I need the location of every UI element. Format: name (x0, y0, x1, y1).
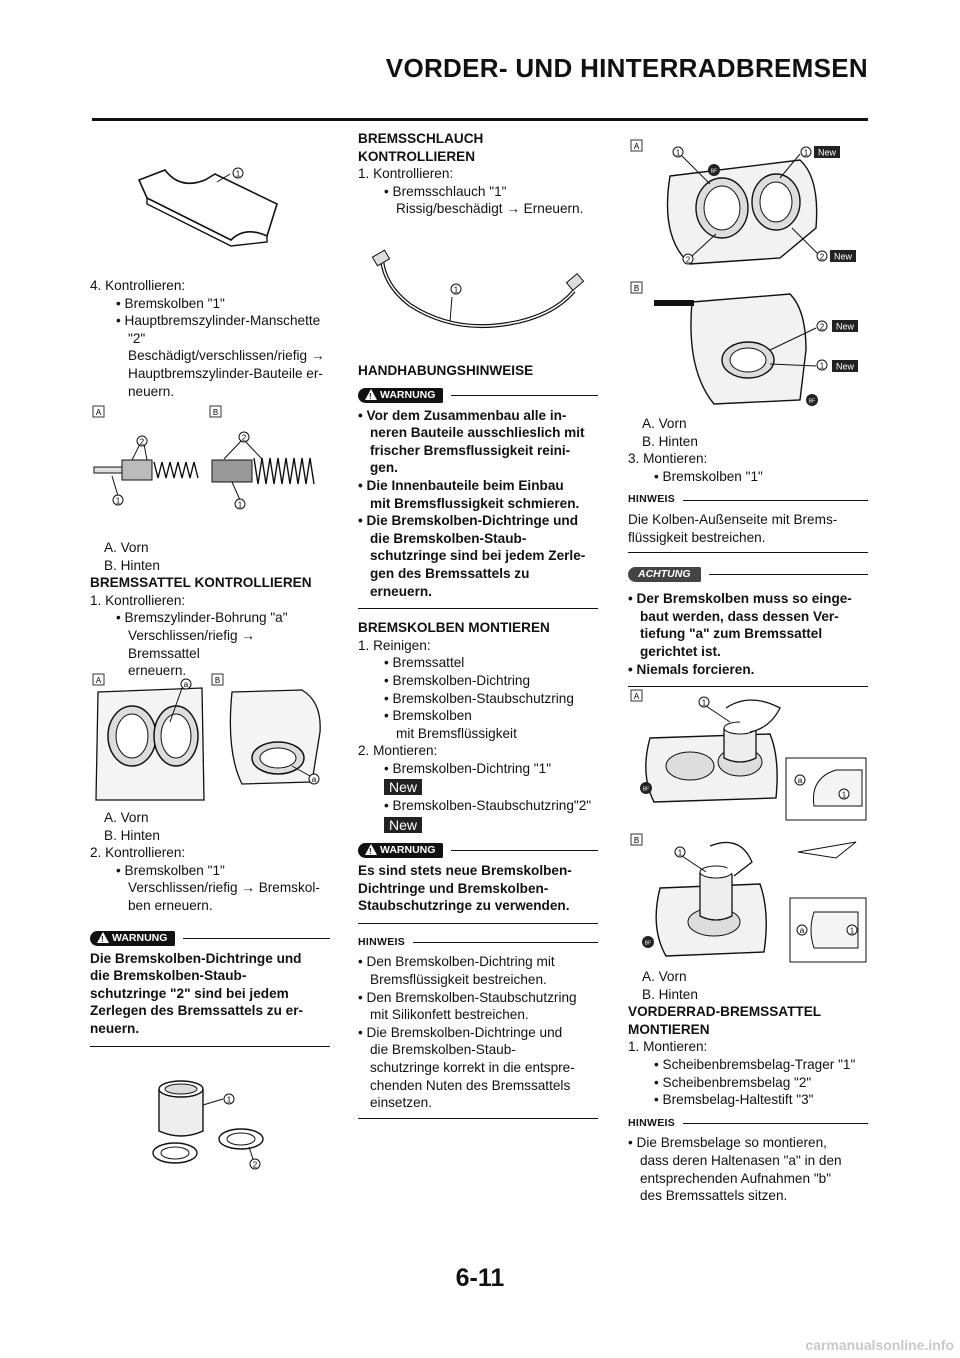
callout-1: 1 (849, 926, 855, 936)
note-text: chenden Nuten des Bremssattels (370, 1077, 571, 1093)
label-B: B (633, 284, 640, 293)
text-line: • Scheibenbremsbelag "2" (654, 1074, 812, 1090)
callout-1: 1 (841, 790, 847, 800)
new-part-badge: New (384, 779, 422, 795)
callout-1: 1 (819, 361, 825, 371)
section-heading: BREMSSATTEL KONTROLLIEREN (90, 575, 312, 591)
new-badge: New (833, 251, 853, 262)
text-line: 1. Kontrollieren: (90, 592, 186, 608)
warning-text: die Bremskolben-Staub- (90, 968, 247, 984)
label-B: B (214, 676, 221, 685)
caution-box (628, 567, 868, 687)
note-tag: HINWEIS (628, 1116, 676, 1129)
header-rule (92, 118, 868, 121)
page-title: VORDER- UND HINTERRADBREMSEN (385, 53, 868, 83)
note-text: mit Silikonfett bestreichen. (370, 1007, 529, 1023)
legend-line: B. Hinten (104, 557, 160, 573)
note-text: Die Kolben-Außenseite mit Brems- (628, 511, 838, 527)
new-badge: New (835, 361, 855, 372)
text-line: • Bremskolben-Staubschutzring (384, 690, 574, 706)
text-line: 2. Kontrollieren: (90, 845, 186, 861)
warning-text: die Bremskolben-Staub- (370, 530, 527, 546)
legend-line: B. Hinten (642, 433, 698, 449)
step-4: 4. Kontrollieren: (90, 278, 186, 293)
column-3-bottom (628, 968, 868, 1205)
callout-a: a (797, 776, 803, 785)
text-line: neuern. (128, 383, 175, 399)
caliper-bore-illustration (92, 672, 332, 802)
warning-tag: ! WARNUNG (90, 931, 175, 946)
caution-text: • Der Bremskolben muss so einge- (628, 591, 852, 607)
note-box (358, 934, 598, 1119)
label-A: A (95, 676, 102, 685)
warning-text: Die Bremskolben-Dichtringe und (90, 950, 302, 966)
text-line: 3. Montieren: (628, 451, 708, 467)
warning-text: Es sind stets neue Bremskolben- (358, 863, 572, 879)
callout-2: 2 (819, 322, 825, 332)
caution-text: tiefung "a" zum Bremssattel (640, 626, 823, 642)
callout-2: 2 (139, 437, 145, 447)
callout-1: 1 (701, 698, 707, 708)
callout-a: a (183, 680, 189, 689)
label-B: B (212, 408, 219, 417)
warning-text: Zerlegen des Bremssattels zu er- (90, 1003, 304, 1019)
label-A: A (633, 142, 640, 151)
master-cylinder-kit-illustration (92, 404, 332, 516)
tool-illustration (135, 160, 285, 250)
front-caliper-seals-illustration (630, 138, 870, 273)
note-text: • Den Bremskolben-Dichtring mit (358, 954, 555, 970)
callout-1: 1 (803, 148, 809, 158)
text-line: Beschädigt/verschlissen/riefig → (128, 348, 325, 364)
text-line: "2" (128, 330, 146, 346)
warning-text: gen. (370, 460, 398, 476)
note-box (628, 491, 868, 553)
text-line: 1. Montieren: (628, 1039, 708, 1055)
warning-text: mit Bremsflussigkeit schmieren. (370, 495, 580, 511)
text-line: 1. Reinigen: (358, 637, 431, 653)
warning-text: schutzringe "2" sind bei jedem (90, 985, 289, 1001)
note-text: die Bremskolben-Staub- (370, 1042, 516, 1058)
section-heading: BREMSSCHLAUCH (358, 131, 484, 146)
callout-1: 1 (235, 169, 241, 179)
text-line: • Hauptbremszylinder-Manschette (116, 313, 321, 329)
brake-hose-illustration (360, 245, 600, 345)
legend-line: B. Hinten (642, 986, 698, 1002)
caution-text: • Niemals forcieren. (628, 661, 755, 677)
note-text: entsprechenden Aufnahmen "b" (640, 1170, 832, 1186)
text-line: • Bremskolben-Dichtring "1" (384, 760, 552, 776)
warning-text: erneuern. (370, 583, 432, 599)
section-heading: VORDERRAD-BREMSSATTEL (628, 1004, 822, 1020)
column-1-mid (90, 539, 330, 680)
text-line: • Bremsbelag-Haltestift "3" (654, 1092, 814, 1108)
warning-text: • Die Bremskolben-Dichtringe und (358, 513, 579, 529)
note-text: Bremsflüssigkeit bestreichen. (370, 972, 547, 988)
column-1-lower (90, 809, 330, 1055)
caution-tag: ACHTUNG (628, 567, 701, 582)
warning-text: Dichtringe und Bremskolben- (358, 880, 549, 896)
text-line: mit Bremsflüssigkeit (396, 725, 517, 741)
text-line: 2. Montieren: (358, 743, 438, 759)
legend-line: A. Vorn (642, 416, 687, 431)
warning-box (358, 388, 598, 610)
text-line: • Bremskolben "1" (116, 295, 225, 311)
callout-2: 2 (685, 255, 691, 265)
label-A: A (633, 692, 640, 701)
text-line: 1. Kontrollieren: (358, 166, 454, 182)
text-line: Verschlissen/riefig → Bremssattel (128, 627, 255, 661)
callout-a: a (311, 775, 317, 784)
page-number: 6-11 (455, 1264, 505, 1292)
text-line: • Bremssattel (384, 655, 465, 671)
callout-2: 2 (819, 252, 825, 262)
text-line: ben erneuern. (128, 897, 213, 913)
section-heading: BREMSKOLBEN MONTIEREN (358, 620, 550, 636)
column-2-top (358, 130, 598, 218)
text-line: • Bremszylinder-Bohrung "a" (116, 610, 288, 626)
legend-line: A. Vorn (104, 540, 149, 555)
text-line: • Bremskolben "1" (654, 468, 763, 484)
callout-1: 1 (115, 496, 121, 506)
text-line: • Bremsschlauch "1" (384, 183, 507, 199)
text-line: erneuern. (128, 663, 187, 679)
legend-line: A. Vorn (104, 810, 149, 825)
note-tag: HINWEIS (358, 935, 406, 948)
caution-text: baut werden, dass dessen Ver- (640, 608, 839, 624)
svg-text:BF: BF (642, 786, 650, 793)
legend-line: A. Vorn (642, 969, 687, 984)
svg-text:BF: BF (644, 940, 652, 947)
warning-text: frischer Bremsflussigkeit reini- (370, 442, 571, 458)
section-heading: MONTIEREN (628, 1021, 710, 1037)
text-line: • Bremskolben "1" (116, 862, 225, 878)
note-box (628, 1115, 868, 1205)
warning-box (358, 843, 598, 924)
warning-box (90, 925, 330, 1047)
text-line: • Scheibenbremsbelag-Trager "1" (654, 1056, 856, 1072)
column-1-top (90, 277, 330, 400)
warning-text: neren Bauteile ausschlieslich mit (370, 425, 585, 441)
note-text: des Bremssattels sitzen. (640, 1188, 788, 1204)
warning-tag: ! WARNUNG (358, 388, 443, 403)
warning-text: • Die Innenbauteile beim Einbau (358, 477, 564, 493)
text-line: • Bremskolben-Dichtring (384, 672, 531, 688)
legend-line: B. Hinten (104, 827, 160, 843)
text-line: Hauptbremszylinder-Bauteile er- (128, 365, 323, 381)
install-piston-front-illustration (630, 688, 870, 823)
caution-text: gerichtet ist. (640, 643, 721, 659)
callout-1: 1 (226, 1095, 232, 1105)
label-A: A (95, 408, 102, 417)
warning-tag: ! WARNUNG (358, 843, 443, 858)
warning-text: • Vor dem Zusammenbau alle in- (358, 407, 567, 423)
note-text: • Den Bremskolben-Staubschutzring (358, 989, 577, 1005)
note-text: einsetzen. (370, 1095, 432, 1111)
callout-1: 1 (677, 848, 683, 858)
install-piston-rear-illustration (630, 832, 870, 964)
callout-1: 1 (453, 285, 459, 295)
callout-1: 1 (237, 500, 243, 510)
rear-caliper-seals-illustration (630, 280, 870, 410)
piston-seal-illustration (145, 1075, 285, 1175)
new-part-badge: New (384, 817, 422, 833)
text-line: • Bremskolben (384, 708, 472, 724)
callout-2: 2 (252, 1160, 258, 1170)
note-text: schutzringe korrekt in die entspre- (370, 1060, 575, 1075)
column-3-top (628, 415, 868, 687)
note-text: flüssigkeit bestreichen. (628, 529, 766, 545)
svg-text:BF: BF (710, 168, 718, 175)
svg-text:BF: BF (808, 398, 816, 405)
warning-text: Staubschutzringe zu verwenden. (358, 898, 570, 914)
callout-2: 2 (241, 433, 247, 443)
section-heading: HANDHABUNGSHINWEISE (358, 363, 534, 378)
text-line: • Bremskolben-Staubschutzring"2" (384, 798, 592, 814)
new-badge: New (817, 147, 837, 158)
note-text: • Die Bremskolben-Dichtringe und (358, 1024, 563, 1040)
column-2-handling (358, 362, 598, 1119)
section-heading: KONTROLLIEREN (358, 148, 476, 164)
label-B: B (633, 836, 640, 845)
note-text: dass deren Haltenasen "a" in den (640, 1152, 842, 1168)
text-line: Verschlissen/riefig → Bremskol- (128, 880, 320, 896)
text-line: Rissig/beschädigt → Erneuern. (396, 201, 584, 217)
warning-text: gen des Bremssattels zu (370, 565, 530, 581)
footer-watermark[interactable]: carmanualsonline.info (805, 1337, 954, 1354)
note-tag: HINWEIS (628, 493, 676, 506)
callout-1: 1 (675, 148, 681, 158)
new-badge: New (835, 321, 855, 332)
note-text: • Die Bremsbelage so montieren, (628, 1135, 827, 1151)
callout-a: a (799, 926, 805, 935)
warning-text: schutzringe sind bei jedem Zerle- (370, 548, 586, 564)
warning-text: neuern. (90, 1020, 140, 1036)
